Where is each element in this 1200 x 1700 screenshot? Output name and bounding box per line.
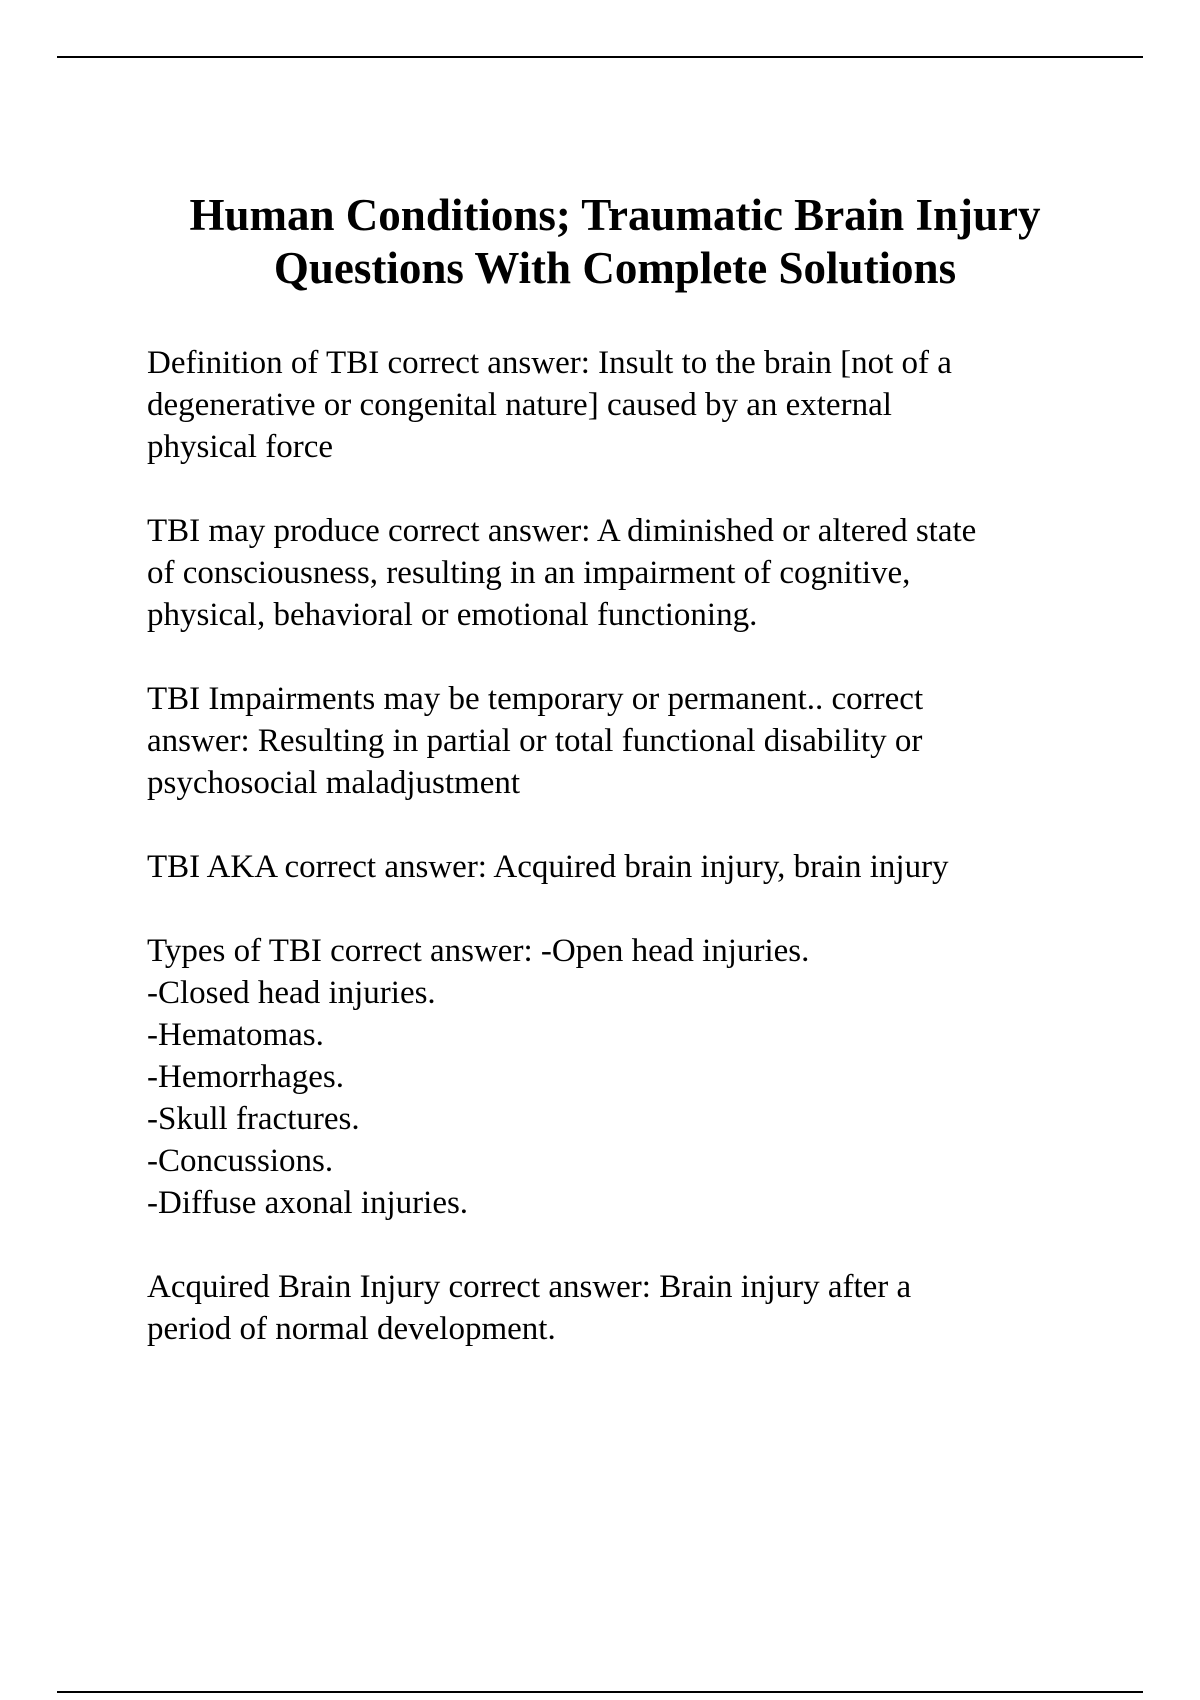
qa-line: -Closed head injuries.	[147, 975, 436, 1011]
qa-list	[147, 342, 1127, 1392]
qa-line: answer: Resulting in partial or total functional disability or	[147, 723, 923, 759]
title-line: Questions With Complete Solutions	[273, 243, 957, 293]
qa-line: -Skull fractures.	[147, 1101, 360, 1137]
top-rule	[57, 56, 1143, 58]
qa-line: of consciousness, resulting in an impairment of cognitive,	[147, 555, 911, 591]
qa-line: physical, behavioral or emotional functioning.	[147, 597, 758, 633]
qa-line: physical force	[147, 429, 333, 465]
qa-line: psychosocial maladjustment	[147, 765, 521, 801]
qa-item-definition-of-tbi	[147, 342, 1127, 468]
qa-line: TBI AKA correct answer: Acquired brain injury, brain injury	[147, 849, 949, 885]
qa-item-tbi-may-produce	[147, 510, 1127, 636]
qa-line: TBI may produce correct answer: A diminished or altered state	[147, 513, 977, 549]
qa-line: Definition of TBI correct answer: Insult to the brain [not of a	[147, 345, 952, 381]
qa-item-tbi-aka	[147, 846, 1127, 888]
qa-line: period of normal development.	[147, 1311, 556, 1347]
qa-line: -Hematomas.	[147, 1017, 324, 1053]
bottom-rule	[57, 1691, 1143, 1693]
title-line: Human Conditions; Traumatic Brain Injury	[189, 190, 1041, 240]
qa-line: TBI Impairments may be temporary or permanent.. correct	[147, 681, 924, 717]
qa-line: -Diffuse axonal injuries.	[147, 1185, 469, 1221]
qa-line: -Hemorrhages.	[147, 1059, 345, 1095]
qa-line: -Concussions.	[147, 1143, 334, 1179]
qa-line: degenerative or congenital nature] caused by an external	[147, 387, 892, 423]
page-title	[60, 189, 1170, 295]
qa-line: Types of TBI correct answer: -Open head injuries.	[147, 933, 810, 969]
qa-item-acquired-brain-injury	[147, 1266, 1127, 1350]
qa-item-types-of-tbi	[147, 930, 1127, 1224]
qa-item-tbi-impairments	[147, 678, 1127, 804]
qa-line: Acquired Brain Injury correct answer: Brain injury after a	[147, 1269, 912, 1305]
